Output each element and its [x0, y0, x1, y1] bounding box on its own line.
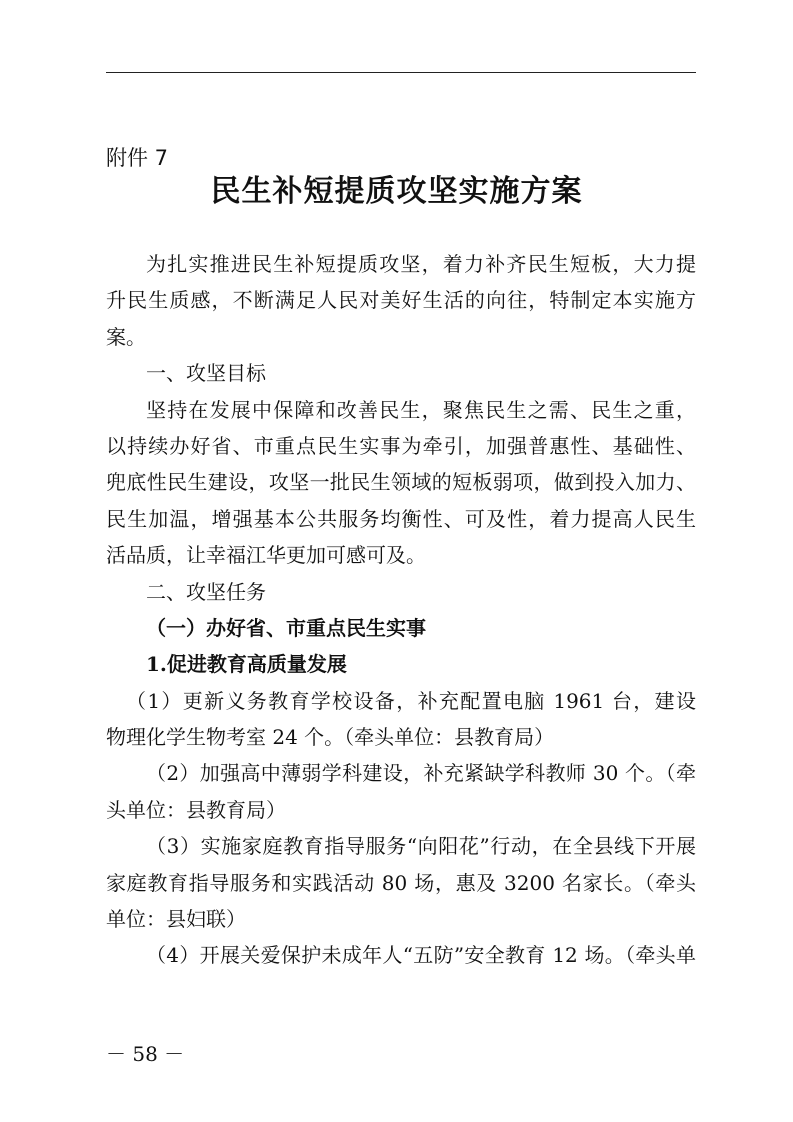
body-line: 为扎实推进民生补短提质攻坚，着力补齐民生短板，大力提 [146, 252, 696, 276]
body-line: 以持续办好省、市重点民生实事为牵引，加强普惠性、基础性、 [106, 433, 696, 458]
body-line: 案。 [106, 324, 146, 349]
body-line: 升民生质感，不断满足人民对美好生活的向往，特制定本实施方 [106, 288, 696, 313]
body-line: 家庭教育指导服务和实践活动 80 场，惠及 3200 名家长。（牵头 [106, 870, 696, 895]
body-line: 活品质，让幸福江华更加可感可及。 [106, 543, 426, 568]
body-line: 兜底性民生建设，攻坚一批民生领域的短板弱项，做到投入加力、 [106, 470, 696, 495]
body-line: 单位：县妇联） [106, 907, 246, 932]
section-heading-goals: 一、攻坚目标 [146, 361, 266, 386]
body-line: 民生加温，增强基本公共服务均衡性、可及性，着力提高人民生 [106, 506, 696, 531]
body-line: （2）加强高中薄弱学科建设，补充紧缺学科教师 30 个。（牵 [146, 761, 696, 786]
header-rule [106, 72, 696, 73]
body-line: 坚持在发展中保障和改善民生，聚焦民生之需、民生之重， [146, 397, 696, 422]
section-heading-tasks: 二、攻坚任务 [146, 579, 266, 604]
body-line: （4）开展关爱保护未成年人“五防”安全教育 12 场。（牵头单 [146, 943, 696, 968]
body-line: （1）更新义务教育学校设备，补充配置电脑 1961 台，建设 [126, 688, 696, 713]
document-body [106, 246, 696, 974]
body-line: （3）实施家庭教育指导服务“向阳花”行动，在全县线下开展 [146, 834, 696, 859]
page-number: － 58 － [106, 1042, 185, 1066]
item-heading: 1.促进教育高质量发展 [146, 652, 347, 677]
attachment-label: 附件 7 [106, 146, 169, 170]
document-title: 民生补短提质攻坚实施方案 [210, 174, 583, 209]
body-line: 头单位：县教育局） [106, 797, 286, 822]
subsection-heading: （一）办好省、市重点民生实事 [146, 615, 426, 640]
body-line: 物理化学生物考室 24 个。（牵头单位：县教育局） [106, 725, 555, 750]
